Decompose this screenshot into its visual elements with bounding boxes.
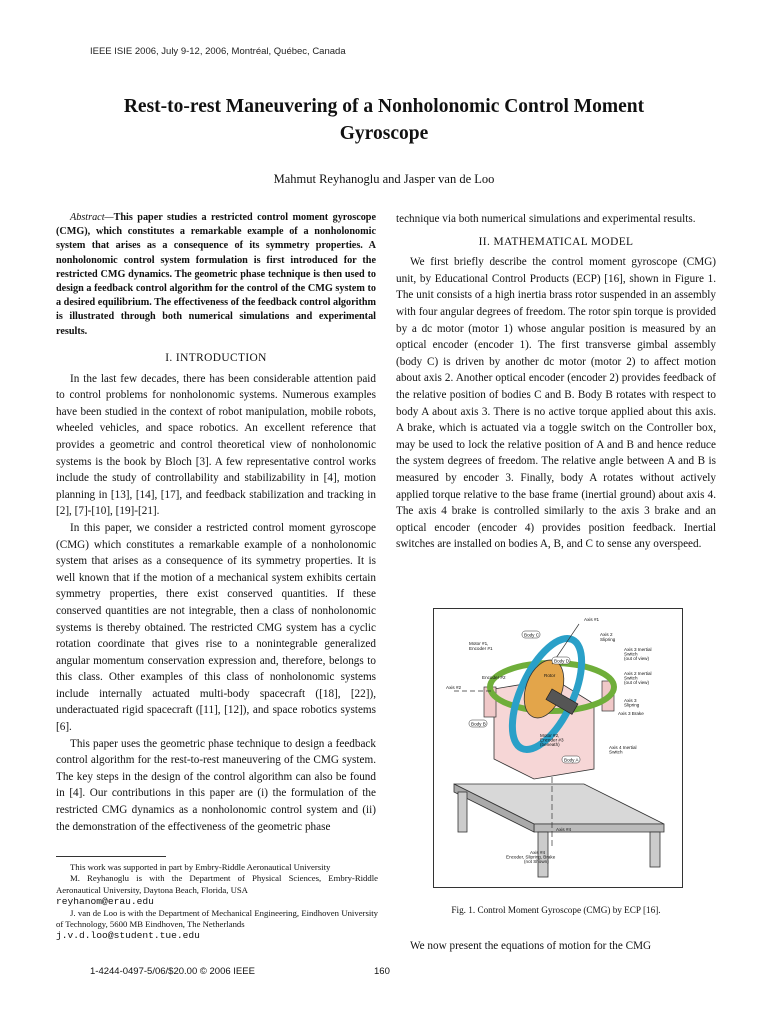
table-leg [650,832,660,867]
email-2: j.v.d.loo@student.tue.edu [56,930,200,942]
label-axis2-switch: Axis 2 Inertial Switch (out of view) [624,671,652,685]
label-motor2: Motor #2, Encoder #3 (beneath) [540,733,564,747]
footnote-author-2: J. van de Loo is with the Department of Mechanical Engineering, Eindhoven University of Technology, 5600 MB Eindhoven, The Netherlands [56,907,378,930]
abstract-lead: Abstract— [70,212,114,223]
abstract-text: This paper studies a restricted control moment gyroscope (CMG), which constitutes a remarkable example of a nonholonomic system that arises as a consequence of its symmetry properties. A nonholonomic control system formulation is first introduced for the restricted CMG dynamics. The geometric phase technique is then used to design a feedback control algorithm for the control of the CMG system to a desired equilibrium. The effectiveness of the feedback control algorithm is illustrated through both numerical simulations and experimental results. [56,212,376,337]
figure-caption: Fig. 1. Control Moment Gyroscope (CMG) by ECP [16]. [451,905,661,915]
label-body-d: Body D [554,658,570,664]
abstract [56,211,376,339]
model-paragraph-1: We first briefly describe the control moment gyroscope (CMG) unit, by Educational Control Products (ECP) [16], shown in Figure 1. The unit consists of a high inertia brass rotor suspended in an assembly with four angular degrees of freedom. The rotor spin torque is provided by a dc motor (motor 1) whose angular position is measured by an optical encoder (encoder 1). The first transverse gimbal assembly (body C) is driven by another dc motor (motor 2) to affect motion about axis 2. Another optical encoder (encoder 2) provides feedback of the relative position of bodies C and B. Body B rotates with respect to body A about axis 3. There is no active torque applied about this axis. A brake, which is actuated via a toggle switch on the Controller box, may be used to lock the relative position of A and B and hence reduce the system degrees of freedom. The relative angle between A and B is measured by encoder 3. Finally, body A rotates without actively applied torque relative to the base frame (inertial ground) about axis 4. The axis 4 brake is controlled similarly to the axis 3 brake and an optical encoder (encoder 4) provides position feedback. Inertial switches are installed on bodies A, B, and C to sense any overspeed. [396,256,716,551]
email-1: reyhanom@erau.edu [56,896,154,908]
label-axis4-bottom: Axis #4 Encoder, Slipring, Brake (not Shown) [506,850,556,864]
footnote-author-1: M. Reyhanoglu is with the Department of Physical Sciences, Embry-Riddle Aeronautical University, Daytona Beach, Florida, USA [56,873,378,895]
page-number: 160 [374,966,390,977]
label-axis1: Axis #1 [584,617,600,622]
label-axis2: Axis #2 [446,685,462,690]
label-rotor: Rotor [544,673,556,678]
right-column-text [396,211,716,553]
label-axis2-slipring: Axis 2 Slipring [600,632,616,642]
table-leg [458,792,467,832]
model-heading: II. MATHEMATICAL MODEL [478,235,634,248]
label-body-a: Body A [564,757,579,763]
intro-continuation: technique via both numerical simulations and experimental results. [396,213,696,225]
label-axis4-switch: Axis 4 Inertial Switch [609,745,637,755]
label-body-c: Body C [524,632,540,638]
title-line-2: Gyroscope [339,123,429,144]
intro-paragraph-2: In this paper, we consider a restricted control moment gyroscope (CMG) which constitutes a remarkable example of a nonholonomic system that arises as a consequence of its symmetry properties. It is well known that if the motion of a mechanical system exhibits certain symmetry properties, there exist conserved quantities. If these conserved quantities are not integrable, then a class of nonholonomic systems is thereby obtained. The restricted CMG system has a cyclic rotation coordinate that gives rise to a nonintegrable generalized angular momentum conservation expression and, therefore, belongs to this class. Other examples of this class of nonholonomic systems include internally actuated multi-body spacecraft ([18], [22]), underactuated rigid spacecraft ([11], [12]), and space robotics systems [6]. [56,521,376,734]
base-table-edge [534,824,664,832]
copyright-footer: 1-4244-0497-5/06/$20.00 © 2006 IEEE [90,966,255,977]
conference-header: IEEE ISIE 2006, July 9-12, 2006, Montréal, Québec, Canada [90,46,346,57]
label-axis4: Axis #4 [556,827,572,832]
label-axis3-switch: Axis 3 Inertial Switch (out of view) [624,647,652,661]
intro-paragraph-3: This paper uses the geometric phase technique to design a feedback control algorithm for the rest-to-rest maneuvering of the CMG system. The key steps in the design of the control algorithm can also be found in [4]. Our contributions in this paper are (i) the formulation of the restricted CMG dynamics as a nonholonomic control system and (ii) the demonstration of the effectiveness of the geometric phase [56,737,376,833]
label-encoder2: Encoder #2 [482,675,506,680]
footnote-rule [56,856,166,857]
closing-sentence: We now present the equations of motion for the CMG [410,940,652,952]
closing-text [396,938,716,955]
title-line-1: Rest-to-rest Maneuvering of a Nonholonomic Control Moment [123,96,645,117]
introduction-section [56,350,376,835]
label-axis3-slipring: Axis 3 Slipring [624,698,640,708]
label-axis3-brake: Axis 3 Brake [618,711,644,716]
label-body-b: Body B [471,721,486,727]
label-motor1: Motor #1, Encoder #1 [469,641,493,651]
paper-title [60,93,708,147]
author-list: Mahmut Reyhanoglu and Jasper van de Loo [273,172,495,186]
cmg-figure [433,608,683,888]
footnote-support: This work was supported in part by Embry-Riddle Aeronautical University [70,862,331,872]
cmg-diagram [434,609,682,887]
intro-paragraph-1: In the last few decades, there has been considerable attention paid to control problems for nonholonomic systems. Numerous examples have been studied in the context of robot manipulation, mobile robots, wheeled vehicles, and space robotics. An excellent reference that provides a geometric and control theoretical view of nonholonomic systems is the book by Bloch [3]. A few representative control works include the study of controllability and stabilizability in [4], motion planning in [13], [14], [17], and feedback stabilization and tracking in [2], [7]-[10], [19]-[21]. [56,372,376,518]
footnotes [56,862,378,942]
intro-heading: I. INTRODUCTION [165,352,267,364]
